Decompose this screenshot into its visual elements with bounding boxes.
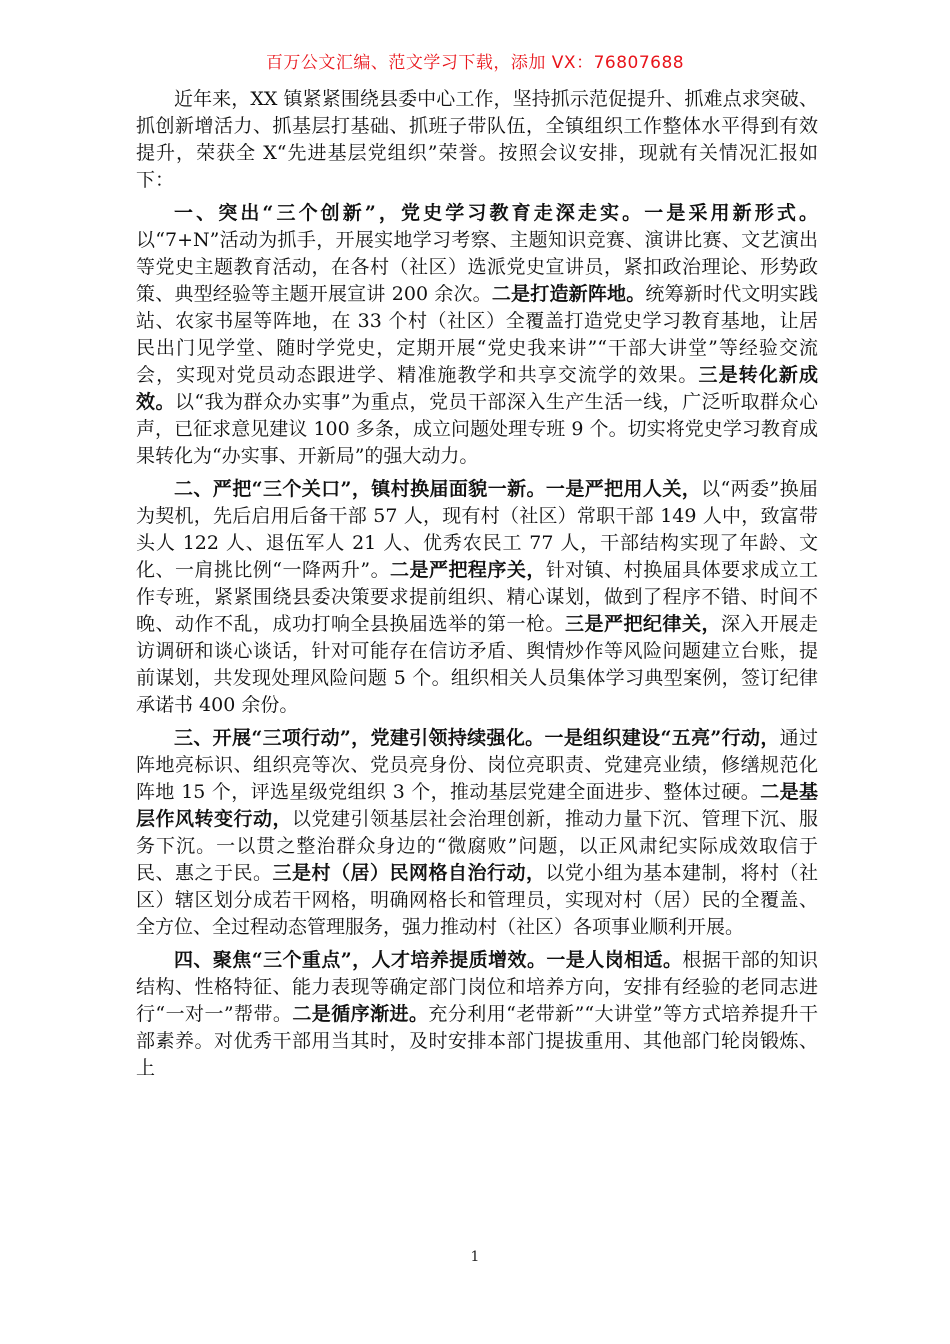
section-2-point-3-label: 三是严把纪律关， <box>564 613 721 635</box>
section-2-point-2-label: 二是严把程序关， <box>390 559 546 581</box>
section-3 <box>136 725 818 941</box>
section-1-point-3-text: 以“我为群众办实事”为重点，党员干部深入生产生活一线，广泛听取群众心声，已征求意见建议 100 多条，成立问题处理专班 9 个。切实将党史学习教育成果转化为“办实事、开新局”的强大动力。 <box>136 391 818 467</box>
intro-paragraph: 近年来，XX 镇紧紧围绕县委中心工作，坚持抓示范促提升、抓难点求突破、抓创新增活力、抓基层打基础、抓班子带队伍，全镇组织工作整体水平得到有效提升，荣获全 X“先进基层党组织”荣誉。按照会议安排，现就有关情况汇报如下： <box>136 88 818 191</box>
section-2 <box>136 476 818 719</box>
section-1-point-2-label: 二是打造新阵地。 <box>491 283 646 305</box>
section-4 <box>136 947 818 1082</box>
section-2-point-1-label: 一是严把用人关， <box>545 478 702 500</box>
section-1-point-1-text: 以“7+N”活动为抓手，开展实地学习考察、主题知识竞赛、演讲比赛、文艺演出等党史主题教育活动，在各村（社区）选派党史宣讲员，紧扣政治理论、形势政策、典型经验等主题开展宣讲 200 余次。 <box>136 229 818 305</box>
section-3-point-2-label: 二是基层作风转变行动， <box>136 781 818 830</box>
section-3-point-1-text: 通过阵地亮标识、组织亮等次、党员亮身份、岗位亮职责、党建亮业绩，修缮规范化阵地 15 个，评选星级党组织 3 个，推动基层党建全面进步、整体过硬。 <box>136 727 819 803</box>
watermark-header: 百万公文汇编、范文学习下载，添加 VX：76807688 <box>265 53 685 73</box>
section-2-heading: 二、严把“三个关口”，镇村换届面貌一新。 <box>174 478 546 500</box>
section-2-point-2-text: 针对镇、村换届具体要求成立工作专班，紧紧围绕县委决策要求提前组织、精心谋划，做到了程序不错、时间不晚、动作不乱，成功打响全县换届选举的第一枪。 <box>136 559 818 635</box>
page-number: 1 <box>470 1249 480 1265</box>
section-4-point-1-label: 一是人岗相适。 <box>546 949 683 971</box>
section-4-point-2-label: 二是循序渐进。 <box>292 1003 429 1025</box>
section-4-point-1-text: 根据干部的知识结构、性格特征、能力表现等确定部门岗位和培养方向，安排有经验的老同志进行“一对一”帮带。 <box>136 949 818 1025</box>
section-3-heading: 三、开展“三项行动”，党建引领持续强化。 <box>174 727 545 749</box>
section-3-point-3-label: 三是村（居）民网格自治行动， <box>272 862 546 884</box>
section-4-heading: 四、聚焦“三个重点”，人才培养提质增效。 <box>174 949 547 971</box>
section-2-point-3-text: 深入开展走访调研和谈心谈话，针对可能存在信访矛盾、舆情炒作等风险问题建立台账，提前谋划，共发现处理风险问题 5 个。组织相关人员集体学习典型案例，签订纪律承诺书 400 余份。 <box>136 613 818 716</box>
document-body <box>136 86 818 1088</box>
section-1-point-2-text: 统筹新时代文明实践站、农家书屋等阵地，在 33 个村（社区）全覆盖打造党史学习教育基地，让居民出门见学堂、随时学党史，定期开展“党史我来讲”“干部大讲堂”等经验交流会，实现对党员动态跟进学、精准施教学和共享交流学的效果。 <box>136 283 818 386</box>
section-1-point-1-label: 一是采用新形式。 <box>644 202 818 224</box>
section-1-heading: 一、突出“三个创新”，党史学习教育走深走实。 <box>174 202 645 224</box>
section-3-point-2-text: 以党建引领基层社会治理创新，推动力量下沉、管理下沉、服务下沉。一以贯之整治群众身边的“微腐败”问题，以正风肃纪实际成效取信于民、惠之于民。 <box>136 808 818 884</box>
section-3-point-1-label: 一是组织建设“五亮”行动， <box>544 727 780 749</box>
section-2-point-1-text: 以“两委”换届为契机，先后启用后备干部 57 人，现有村（社区）常职干部 149 人中，致富带头人 122 人、退伍军人 21 人、优秀农民工 77 人，干部结构实现了年龄、文化、一肩挑比例“一降两升”。 <box>136 478 818 581</box>
section-3-point-3-text: 以党小组为基本建制，将村（社区）辖区划分成若干网格，明确网格长和管理员，实现对村（居）民的全覆盖、全方位、全过程动态管理服务，强力推动村（社区）各项事业顺利开展。 <box>136 862 818 938</box>
section-1-point-3-label: 三是转化新成效。 <box>136 364 818 413</box>
section-4-point-2-text: 充分利用“老带新”“大讲堂”等方式培养提升干部素养。对优秀干部用当其时，及时安排本部门提拔重用、其他部门轮岗锻炼、上 <box>136 1003 818 1079</box>
section-1 <box>136 200 818 470</box>
